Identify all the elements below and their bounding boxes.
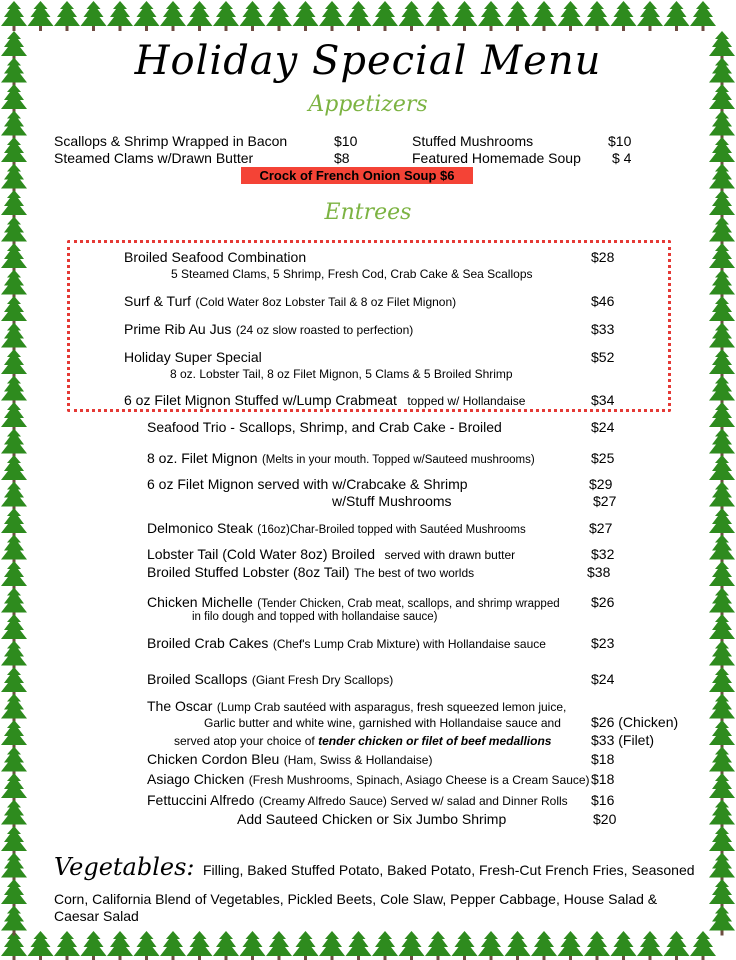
tree-icon [134, 931, 160, 960]
tree-icon [1, 720, 27, 750]
entree-row [147, 792, 568, 810]
appetizer-item-price: $ 4 [612, 150, 632, 166]
entree-price: $20 [593, 811, 617, 827]
entree-name: Fettuccini Alfredo [147, 792, 255, 808]
tree-icon [28, 1, 54, 31]
tree-icon [478, 1, 504, 31]
tree-icon [346, 1, 372, 31]
entree-price: $18 [591, 751, 615, 767]
tree-icon [709, 349, 735, 379]
tree-icon [1, 667, 27, 697]
appetizer-item-name: Featured Homemade Soup [412, 150, 581, 166]
tree-icon [664, 1, 690, 31]
entree-name: Broiled Stuffed Lobster (8oz Tail) [147, 564, 350, 580]
tree-icon [558, 931, 584, 960]
tree-icon [690, 1, 716, 31]
entree-row [147, 450, 535, 468]
entree-name: Seafood Trio - Scallops, Shrimp, and Crab Cake - Broiled [147, 419, 502, 435]
entree-desc: (Melts in your mouth. Topped w/Sauteed mushrooms) [261, 454, 535, 466]
entree-row [124, 321, 413, 339]
tree-icon [266, 931, 292, 960]
tree-icon [478, 931, 504, 960]
tree-icon [1, 349, 27, 379]
tree-icon [584, 1, 610, 31]
tree-icon [1, 906, 27, 936]
entree-price: $25 [591, 450, 615, 466]
tree-icon [187, 1, 213, 31]
entree-price: $26 (Chicken) [591, 714, 679, 730]
tree-icon [709, 879, 735, 909]
tree-icon [611, 1, 637, 31]
entree-price: $32 [591, 546, 615, 562]
tree-icon [709, 243, 735, 273]
tree-icon [1, 164, 27, 194]
tree-icon [293, 1, 319, 31]
tree-icon [293, 931, 319, 960]
tree-icon [709, 826, 735, 856]
entree-line2: w/Stuff Mushrooms [332, 493, 452, 509]
entree-note: 5 Steamed Clams, 5 Shrimp, Fresh Cod, Crab Cake & Sea Scallops [171, 267, 533, 281]
tree-icon [160, 1, 186, 31]
entree-desc: (Chef's Lump Crab Mixture) with Hollandaise sauce [272, 637, 546, 651]
entree-price: $24 [591, 671, 615, 687]
entree-price: $27 [593, 493, 617, 509]
entree-price: $26 [591, 594, 615, 610]
tree-icon [1, 614, 27, 644]
entree-price: $52 [591, 349, 615, 365]
entree-row [147, 698, 566, 716]
tree-icon [452, 931, 478, 960]
tree-icon [709, 376, 735, 406]
tree-icon [1, 800, 27, 830]
tree-icon [709, 455, 735, 485]
entree-row [147, 564, 474, 582]
entree-name: 8 oz. Filet Mignon [147, 450, 258, 466]
entree-row [147, 751, 432, 769]
entree-desc: topped w/ Hollandaise [407, 394, 526, 408]
tree-icon [531, 931, 557, 960]
tree-icon [187, 931, 213, 960]
tree-icon [1, 482, 27, 512]
entree-name: Surf & Turf [124, 293, 191, 309]
entree-line2: in filo dough and topped with hollandaise sauce) [192, 611, 438, 623]
tree-icon [372, 1, 398, 31]
tree-icon [81, 931, 107, 960]
entree-price: $23 [591, 635, 615, 651]
tree-icon [1, 455, 27, 485]
tree-icon [709, 164, 735, 194]
tree-icon [531, 1, 557, 31]
entree-price: $18 [591, 771, 615, 787]
tree-icon [240, 1, 266, 31]
tree-icon [399, 931, 425, 960]
entree-price: $33 [591, 321, 615, 337]
tree-icon [54, 931, 80, 960]
tree-icon [1, 1, 27, 31]
entree-name: Broiled Crab Cakes [147, 635, 269, 651]
entree-name: 6 oz Filet Mignon Stuffed w/Lump Crabmeat [124, 392, 397, 408]
tree-icon [1, 243, 27, 273]
tree-icon [709, 720, 735, 750]
tree-icon [1, 747, 27, 777]
entree-name: Chicken Michelle [147, 594, 253, 610]
entree-name: Prime Rib Au Jus [124, 321, 232, 337]
entree-desc: (24 oz slow roasted to perfection) [235, 323, 414, 337]
tree-icon [690, 931, 716, 960]
tree-icon [709, 323, 735, 353]
entree-name: Broiled Scallops [147, 671, 248, 687]
tree-icon [1, 323, 27, 353]
entree-desc: The best of two worlds [354, 566, 475, 580]
entree-desc: (Creamy Alfredo Sauce) Served w/ salad and Dinner Rolls [258, 794, 568, 808]
entree-price: $27 [589, 520, 613, 536]
entree-row [147, 771, 590, 789]
appetizers-heading: Appetizers [308, 92, 428, 117]
soup-promo: Crock of French Onion Soup $6 [241, 167, 473, 184]
tree-icon [1, 826, 27, 856]
tree-icon [709, 402, 735, 432]
tree-icon [160, 931, 186, 960]
entree-name: Delmonico Steak [147, 520, 253, 536]
tree-icon [709, 773, 735, 803]
entree-name: Lobster Tail (Cold Water 8oz) Broiled [147, 546, 375, 562]
entrees-heading: Entrees [324, 200, 412, 225]
oscar-choice: tender chicken or filet of beef medallions [318, 734, 552, 748]
vegetables-line2: Corn, California Blend of Vegetables, Pickled Beets, Cole Slaw, Pepper Cabbage, House Salad & [54, 891, 658, 907]
tree-icon [709, 747, 735, 777]
tree-icon [709, 641, 735, 671]
tree-icon [637, 931, 663, 960]
entree-row [147, 520, 526, 538]
appetizer-item-name: Stuffed Mushrooms [412, 133, 534, 149]
tree-icon [213, 931, 239, 960]
tree-icon [709, 296, 735, 326]
tree-icon [372, 931, 398, 960]
entree-price: $46 [591, 293, 615, 309]
tree-icon [1, 641, 27, 671]
tree-icon [709, 508, 735, 538]
tree-icon [1, 429, 27, 459]
vegetables-line1: Vegetables: Filling, Baked Stuffed Potato, Baked Potato, Fresh-Cut French Fries, Seasoned [54, 853, 695, 881]
appetizer-item-name: Scallops & Shrimp Wrapped in Bacon [54, 133, 288, 149]
tree-icon [709, 137, 735, 167]
appetizer-item-price: $10 [334, 133, 358, 149]
entree-desc: (Lump Crab sautéed with asparagus, fresh squeezed lemon juice, [216, 700, 567, 714]
tree-icon [399, 1, 425, 31]
tree-icon [1, 376, 27, 406]
tree-icon [54, 1, 80, 31]
tree-icon [134, 1, 160, 31]
entree-price: $33 (Filet) [591, 732, 655, 748]
tree-icon [1, 296, 27, 326]
tree-icon [1, 853, 27, 883]
tree-icon [1, 561, 27, 591]
tree-icon [425, 1, 451, 31]
entree-row [147, 671, 393, 689]
entree-name: The Oscar [147, 698, 213, 714]
entree-name: 6 oz Filet Mignon served with w/Crabcake & Shrimp [147, 476, 468, 492]
appetizer-item-name: Steamed Clams w/Drawn Butter [54, 150, 254, 166]
tree-icon [709, 853, 735, 883]
tree-icon [1, 588, 27, 618]
tree-icon [505, 1, 531, 31]
tree-icon [266, 1, 292, 31]
entree-price: $38 [587, 564, 611, 580]
entree-desc: served with drawn butter [384, 548, 516, 562]
tree-icon [709, 614, 735, 644]
tree-icon [709, 482, 735, 512]
tree-icon [1, 402, 27, 432]
tree-icon [709, 535, 735, 565]
entree-desc: (Giant Fresh Dry Scallops) [251, 673, 394, 687]
entree-desc: (Fresh Mushrooms, Spinach, Asiago Cheese is a Cream Sauce) [248, 773, 590, 787]
tree-icon [558, 1, 584, 31]
entree-price: $16 [591, 792, 615, 808]
tree-icon [709, 906, 735, 936]
entree-desc: (Tender Chicken, Crab meat, scallops, and shrimp wrapped [257, 598, 560, 610]
tree-icon [584, 931, 610, 960]
tree-icon [505, 931, 531, 960]
tree-icon [709, 667, 735, 697]
entree-price: $34 [591, 392, 615, 408]
tree-icon [709, 800, 735, 830]
page-title: Holiday Special Menu [134, 38, 602, 84]
tree-icon [452, 1, 478, 31]
tree-icon [709, 270, 735, 300]
appetizer-item-price: $8 [334, 150, 350, 166]
entree-desc: (Ham, Swiss & Hollandaise) [283, 753, 433, 767]
entree-price: $24 [591, 419, 615, 435]
entree-row [124, 293, 456, 311]
tree-icon [1, 270, 27, 300]
tree-icon [1, 137, 27, 167]
entree-line3: served atop your choice of tender chicken or filet of beef medallions [174, 734, 552, 748]
entree-name: Chicken Cordon Bleu [147, 751, 280, 767]
tree-icon [213, 1, 239, 31]
tree-icon [319, 931, 345, 960]
tree-icon [637, 1, 663, 31]
tree-icon [240, 931, 266, 960]
appetizer-item-price: $10 [608, 133, 632, 149]
tree-icon [107, 931, 133, 960]
entree-price: $29 [589, 476, 613, 492]
tree-icon [81, 1, 107, 31]
tree-icon [611, 931, 637, 960]
tree-icon [709, 588, 735, 618]
entree-name: Asiago Chicken [147, 771, 245, 787]
vegetables-heading: Vegetables: [54, 853, 195, 881]
entree-name: Add Sauteed Chicken or Six Jumbo Shrimp [237, 811, 507, 827]
tree-icon [1, 694, 27, 724]
entree-price: $28 [591, 249, 615, 265]
vegetables-line3: Caesar Salad [54, 908, 139, 924]
tree-icon [28, 931, 54, 960]
entree-name: Broiled Seafood Combination [124, 249, 307, 265]
tree-icon [664, 931, 690, 960]
entree-name: Holiday Super Special [124, 349, 262, 365]
tree-icon [1, 773, 27, 803]
tree-icon [319, 1, 345, 31]
tree-icon [709, 429, 735, 459]
tree-icon [709, 694, 735, 724]
entree-line2: Garlic butter and white wine, garnished with Hollandaise sauce and [204, 716, 561, 730]
tree-icon [1, 879, 27, 909]
entree-row [147, 546, 515, 564]
entree-row [124, 392, 525, 410]
entree-row [147, 635, 546, 653]
tree-icon [709, 561, 735, 591]
entree-desc: (Cold Water 8oz Lobster Tail & 8 oz Filet Mignon) [195, 295, 457, 309]
tree-icon [1, 535, 27, 565]
tree-icon [425, 931, 451, 960]
entree-row [147, 594, 560, 612]
tree-icon [107, 1, 133, 31]
entree-desc: (16oz)Char-Broiled topped with Sautéed Mushrooms [257, 524, 526, 536]
tree-icon [1, 508, 27, 538]
entree-note: 8 oz. Lobster Tail, 8 oz Filet Mignon, 5 Clams & 5 Broiled Shrimp [170, 367, 513, 381]
tree-icon [346, 931, 372, 960]
